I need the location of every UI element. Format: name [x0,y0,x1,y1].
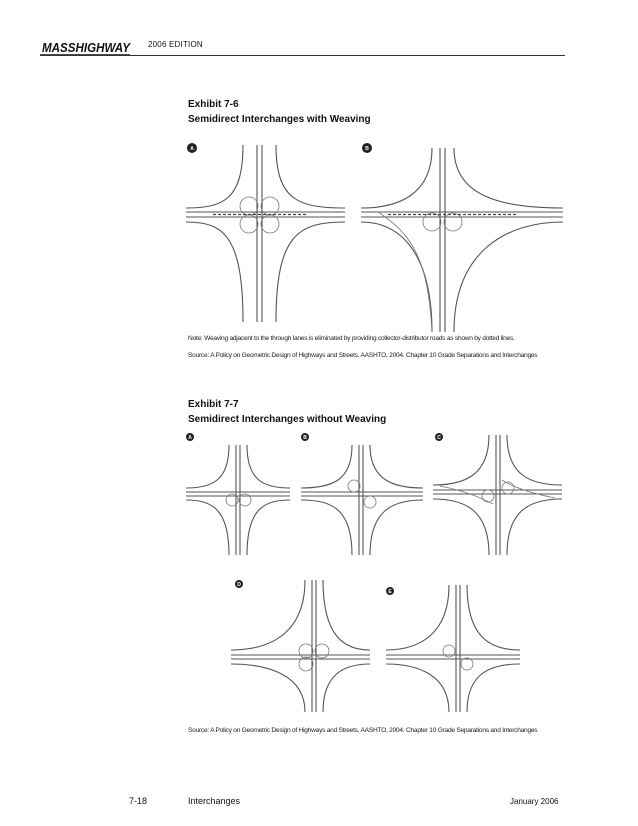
exhibit-title: Semidirect Interchanges with Weaving [188,114,371,125]
svg-text:B: B [365,146,369,152]
masshighway-logo [40,36,132,60]
svg-text:D: D [237,582,241,588]
figure-7-7-c [430,430,565,558]
badge-c [435,433,443,441]
logo-text: MASSHIGHWAY [42,41,132,55]
figure-7-6-a [183,140,348,325]
exhibit-7-7-heading [188,397,386,427]
svg-text:A: A [188,435,192,441]
figure-7-7-a [183,430,293,558]
figure-7-6-b [358,140,566,335]
svg-text:B: B [303,435,307,441]
badge-b [362,143,372,153]
exhibit-title: Semidirect Interchanges without Weaving [188,414,387,425]
badge-a [186,433,194,441]
exhibit-7-6-heading [188,97,371,127]
page-number: 7-18 [129,796,148,806]
badge-e [386,587,394,595]
figure-7-7-d [228,575,373,715]
exhibit-number: Exhibit 7-7 [188,399,239,410]
svg-text:A: A [190,146,194,152]
exhibit-7-6-source: Source: A Policy on Geometric Design of Highways and Streets, AASHTO, 2004. Chapter 10 Grade Separations and Interchanges [188,352,538,359]
exhibit-7-7-source: Source: A Policy on Geometric Design of Highways and Streets, AASHTO, 2004. Chapter 10 Grade Separations and Interchanges [188,727,538,734]
figure-7-7-e [383,580,523,715]
footer-date: January 2006 [510,797,559,806]
edition-label: 2006 EDITION [148,40,203,49]
svg-text:C: C [437,435,441,441]
badge-a [187,143,197,153]
badge-b [301,433,309,441]
svg-text:E: E [388,589,392,595]
figure-7-7-b [298,430,426,558]
footer-section: Interchanges [188,796,241,806]
exhibit-number: Exhibit 7-6 [188,99,239,110]
badge-d [235,580,243,588]
exhibit-7-6-note: Note: Weaving adjacent to the through lanes is eliminated by providing collector-distributor roads as shown by dotted lines. [188,335,515,342]
header-rule [40,55,565,56]
